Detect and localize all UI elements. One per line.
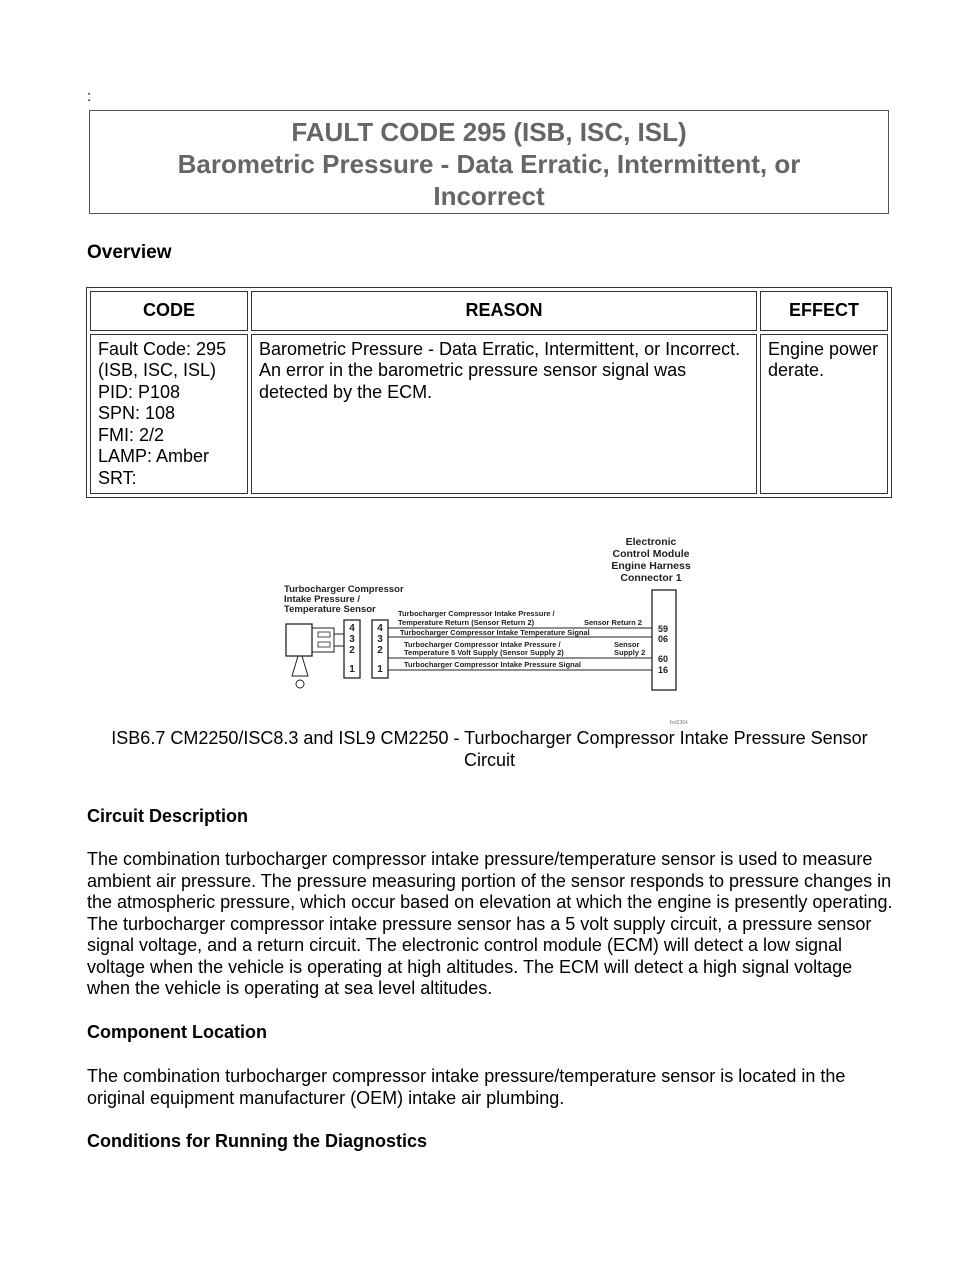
sensor-label-2: Intake Pressure / [284,594,361,605]
pin-4a: 4 [349,623,355,634]
component-location-text: The combination turbocharger compressor intake pressure/temperature sensor is located in the original equipment manufacturer (OEM) intake air plumbing. [87,1066,846,1108]
circuit-description-heading: Circuit Description [87,806,249,826]
fault-title-box [89,110,889,214]
page-prefix: : [87,88,92,105]
conditions-heading: Conditions for Running the Diagnostics [87,1131,427,1151]
ecm-label-1: Electronic [625,536,677,548]
table-row [90,334,888,495]
code-cell [90,334,248,495]
fault-subtitle-line1: Barometric Pressure - Data Erratic, Intermittent, or [177,149,801,179]
table-header-row [90,291,888,331]
pin-3b: 3 [377,634,383,645]
code-line: LAMP: Amber [98,446,210,466]
wire1-label-a: Turbocharger Compressor Intake Pressure / [398,609,555,618]
code-line: (ISB, ISC, ISL) [98,360,217,380]
ecm-label-4: Connector 1 [620,572,682,584]
pin-1b: 1 [377,664,383,675]
pin-4b: 4 [377,623,383,634]
pin-2a: 2 [349,645,355,656]
ecm-label-2: Control Module [612,548,690,560]
wire3-label-c: Sensor [614,640,640,649]
ecm-pin-06: 06 [658,634,669,644]
component-location-heading: Component Location [87,1022,267,1042]
pin-1a: 1 [349,664,355,675]
wire2-label: Turbocharger Compressor Intake Temperature Signal [400,628,590,637]
header-reason: REASON [251,291,757,331]
sensor-label-3: Temperature Sensor [284,604,376,615]
overview-heading: Overview [87,242,172,263]
code-line: Fault Code: 295 [98,338,227,359]
code-line: SPN: 108 [98,403,176,423]
fault-title: FAULT CODE 295 (ISB, ISC, ISL) [291,117,687,147]
code-line: PID: P108 [98,381,181,402]
header-effect: EFFECT [760,291,888,331]
sensor-label-1: Turbocharger Compressor [284,584,404,595]
ecm-pin-60: 60 [658,654,669,664]
header-code: CODE [90,291,248,331]
ecm-label-3: Engine Harness [611,560,691,572]
sensor-circuit-diagram [278,534,708,726]
wire4-label: Turbocharger Compressor Intake Pressure Signal [404,660,582,669]
pin-2b: 2 [377,645,383,656]
reason-cell: Barometric Pressure - Data Erratic, Intermittent, or Incorrect. An error in the barometric pressure sensor signal was detected by the ECM. [251,334,757,495]
fault-subtitle-line2: Incorrect [433,181,545,211]
wire3-label-d: Supply 2 [614,648,646,657]
wire1-label-b: Temperature Return (Sensor Return 2) [398,618,535,627]
ecm-pin-59: 59 [658,624,669,634]
wire3-label-a: Turbocharger Compressor Intake Pressure / [404,640,561,649]
pin-3a: 3 [349,634,355,645]
wire1-label-c: Sensor Return 2 [584,618,642,627]
code-line: SRT: [98,467,137,488]
code-line: FMI: 2/2 [98,424,165,445]
diagram-caption: ISB6.7 CM2250/ISC8.3 and ISL9 CM2250 - Turbocharger Compressor Intake Pressure Sensor Circuit [111,728,868,770]
effect-cell: Engine power derate. [760,334,888,495]
ecm-pin-16: 16 [658,665,669,675]
diagram-ref-id: fxd2364 [670,720,688,726]
wire3-label-b: Temperature 5 Volt Supply (Sensor Supply 2) [404,648,564,657]
circuit-description-text: The combination turbocharger compressor intake pressure/temperature sensor is used to measure ambient air pressure. The pressure measuring portion of the sensor responds to pressure changes in the atmospheric pressure, which occur based on elevation at which the engine is presently operating. The turbocharger compressor intake pressure sensor has a 5 volt supply circuit, a pressure sensor signal voltage, and a return circuit. The electronic control module (ECM) will detect a low signal voltage when the vehicle is operating at high altitudes. The ECM will detect a high signal voltage when the vehicle is operating at sea level altitudes. [87,849,893,998]
fault-table [86,287,892,498]
sensor-body [286,624,312,656]
